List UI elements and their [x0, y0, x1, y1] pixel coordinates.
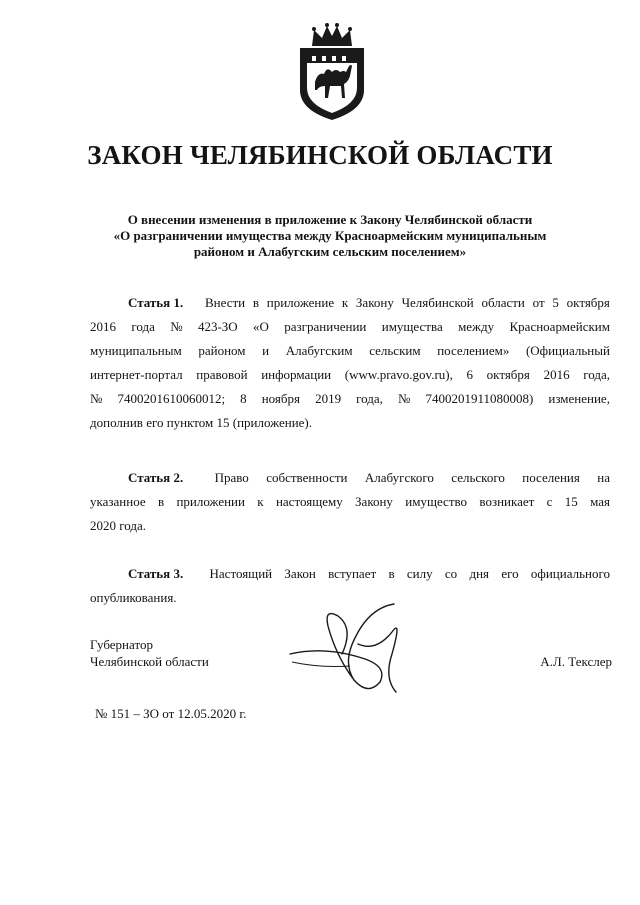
article-word: между: [458, 319, 495, 334]
article-line: [90, 514, 610, 538]
article-line: [90, 411, 610, 435]
article-word: 7400201911080008): [425, 391, 534, 406]
article-word: от: [532, 295, 545, 310]
article-word: со: [444, 566, 458, 581]
article-word: дополнив его пунктом 15 (приложение).: [90, 415, 313, 430]
article-word: его: [501, 566, 519, 581]
article-2: [90, 466, 610, 538]
article-word: опубликования.: [90, 590, 177, 605]
article-word: официального: [530, 566, 610, 581]
subtitle-line: О внесении изменения в приложение к Закону Челябинской области: [127, 212, 533, 227]
article-word: Закон: [284, 566, 316, 581]
article-word: к: [341, 295, 349, 310]
article-word: октября: [486, 367, 530, 382]
article-word: с: [546, 494, 553, 509]
article-word: в: [157, 494, 165, 509]
article-word: поселения: [522, 470, 580, 485]
article-word: имущества: [381, 319, 443, 334]
article-word: к: [257, 494, 264, 509]
article-1: [90, 291, 610, 435]
article-word: силу: [406, 566, 433, 581]
article-line: [90, 562, 610, 586]
article-line: [90, 315, 610, 339]
article-word: на: [597, 470, 610, 485]
article-word: Закону: [355, 494, 393, 509]
article-line: [90, 339, 610, 363]
article-label: Статья 1.: [128, 295, 184, 310]
article-word: и: [262, 343, 270, 358]
article-word: 6: [466, 367, 474, 382]
governor-signature: [284, 596, 416, 700]
article-line: [90, 466, 610, 490]
coat-of-arms-emblem: [290, 20, 374, 122]
article-word: Красноармейским: [509, 319, 610, 334]
article-word: сельского: [451, 470, 505, 485]
subtitle-line: районом и Алабугским сельским поселением»: [193, 244, 467, 259]
article-word: №: [170, 319, 183, 334]
article-word: ноября: [261, 391, 301, 406]
article-word: имущество: [405, 494, 468, 509]
article-word: мая: [590, 494, 610, 509]
article-word: года: [131, 319, 155, 334]
article-word: настоящему: [275, 494, 343, 509]
article-word: Челябинской: [401, 295, 474, 310]
law-title: ЗАКОН ЧЕЛЯБИНСКОЙ ОБЛАСТИ: [87, 140, 553, 170]
article-word: (Официальный: [525, 343, 610, 358]
law-subtitle: [60, 212, 600, 260]
article-word: изменение,: [548, 391, 610, 406]
document-number: № 151 – ЗО от 12.05.2020 г.: [95, 706, 247, 721]
article-word: приложении: [176, 494, 245, 509]
article-word: 5: [552, 295, 559, 310]
article-word: 423-ЗО: [197, 319, 238, 334]
governor-title: [90, 636, 209, 670]
article-word: 2016: [543, 367, 570, 382]
governor-name: А.Л. Текслер: [540, 654, 612, 669]
article-line: [90, 291, 610, 315]
article-line: [90, 490, 610, 514]
article-word: муниципальным: [90, 343, 182, 358]
article-word: сельским: [369, 343, 421, 358]
article-label: Статья 2.: [128, 470, 184, 485]
article-word: 2016: [90, 319, 116, 334]
article-word: (www.pravo.gov.ru),: [344, 367, 453, 382]
article-word: Право: [214, 470, 249, 485]
governor-title-line: Челябинской области: [90, 654, 209, 669]
governor-title-line: Губернатор: [90, 637, 153, 652]
article-word: области: [481, 295, 525, 310]
article-word: приложение: [266, 295, 335, 310]
article-word: правовой: [196, 367, 248, 382]
article-word: информации: [261, 367, 332, 382]
article-word: интернет-портал: [90, 367, 183, 382]
article-word: в: [388, 566, 395, 581]
article-word: октября: [566, 295, 610, 310]
article-word: 15: [564, 494, 578, 509]
article-word: дня: [469, 566, 490, 581]
article-word: Закону: [355, 295, 394, 310]
article-word: №: [90, 391, 103, 406]
article-word: поселением»: [437, 343, 510, 358]
article-word: Настоящий: [209, 566, 273, 581]
article-word: №: [397, 391, 411, 406]
article-word: районом: [198, 343, 246, 358]
article-word: в: [252, 295, 259, 310]
article-word: возникает: [479, 494, 535, 509]
article-word: указанное: [90, 494, 146, 509]
subtitle-line: «О разграничении имущества между Красноармейским муниципальным: [113, 228, 547, 243]
article-word: Алабугского: [364, 470, 434, 485]
article-word: вступает: [328, 566, 377, 581]
article-line: [90, 387, 610, 411]
article-line: [90, 363, 610, 387]
article-word: года,: [583, 367, 610, 382]
article-word: Алабугским: [285, 343, 353, 358]
article-word: 2019: [315, 391, 342, 406]
article-word: собственности: [266, 470, 348, 485]
article-word: «О: [253, 319, 269, 334]
article-word: 8: [240, 391, 247, 406]
article-word: года,: [356, 391, 383, 406]
article-word: 2020 года.: [90, 518, 147, 533]
article-word: Внести: [204, 295, 246, 310]
article-label: Статья 3.: [128, 566, 184, 581]
article-word: 7400201610060012;: [117, 391, 226, 406]
article-word: разграничении: [284, 319, 367, 334]
